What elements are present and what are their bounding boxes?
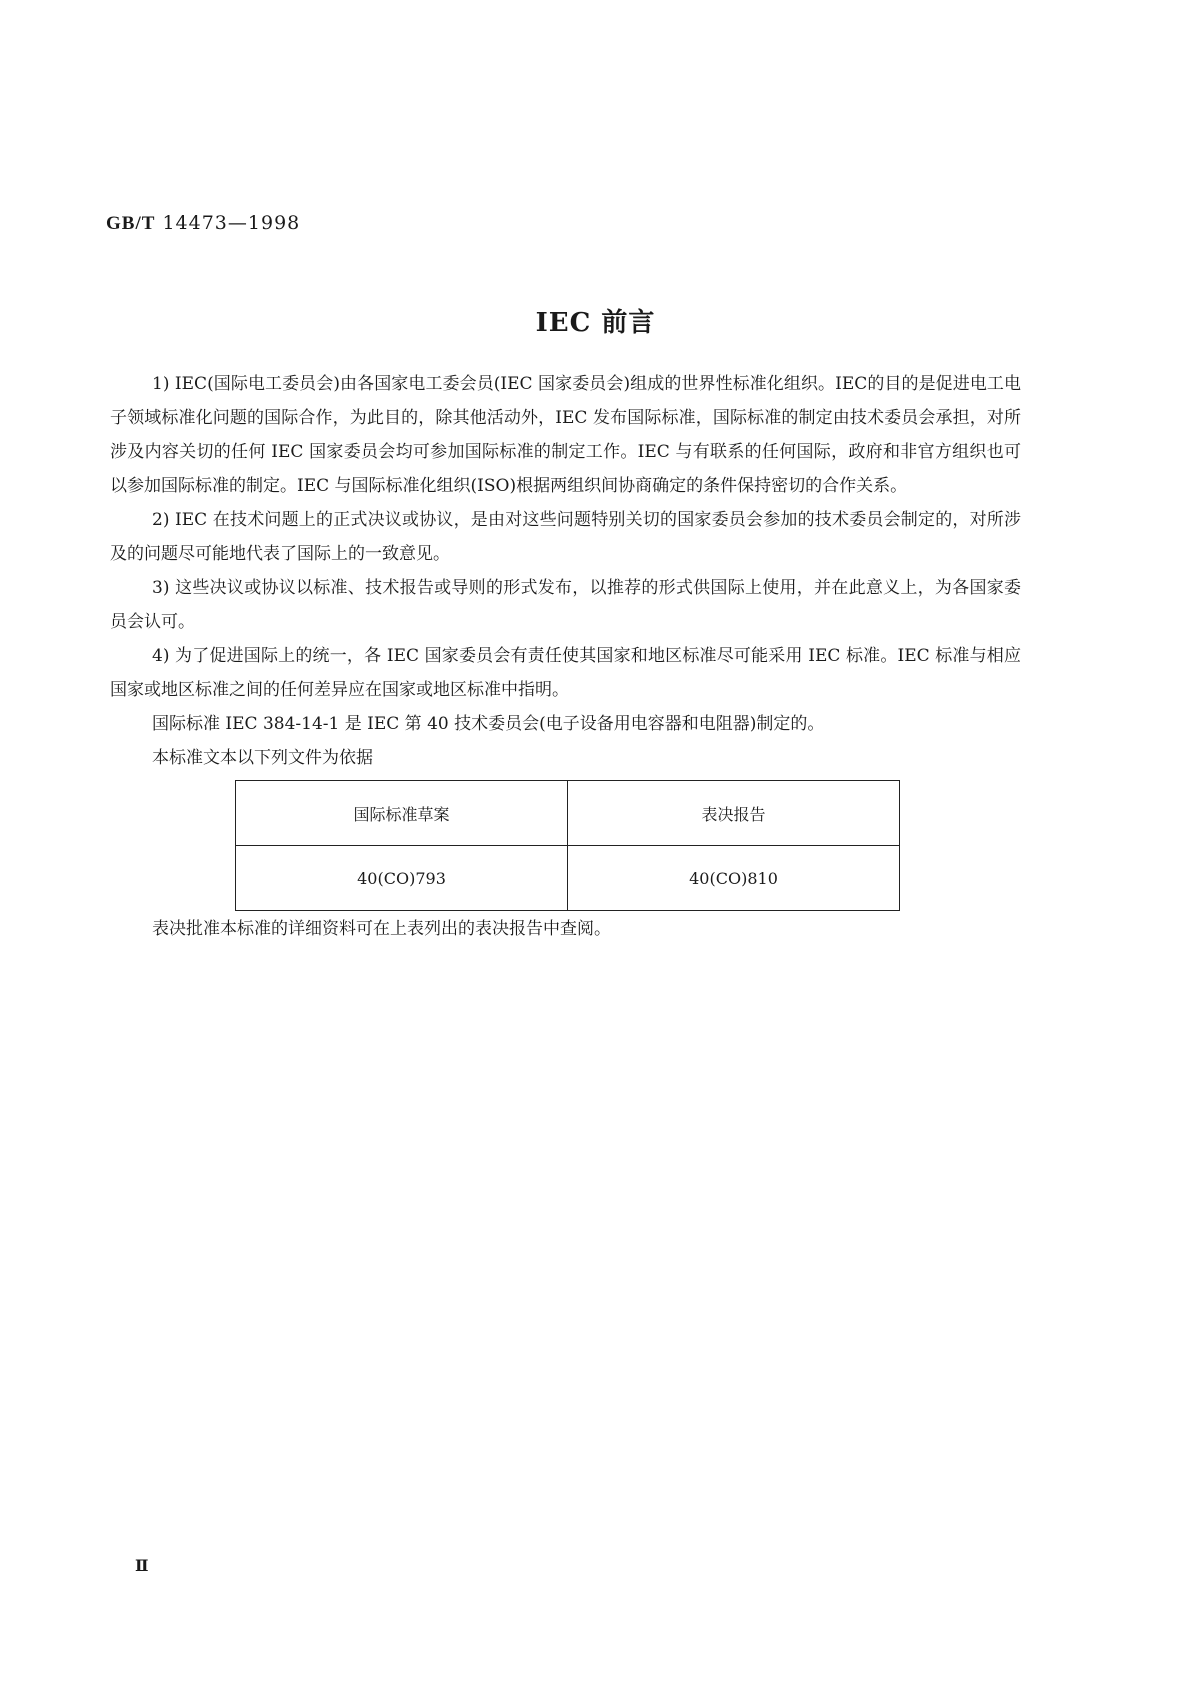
table-row — [236, 846, 900, 911]
paragraph-3: 3) 这些决议或协议以标准、技术报告或导则的形式发布，以推荐的形式供国际上使用，并在此意义上，为各国家委员会认可。 — [110, 578, 1021, 632]
paragraph-2: 2) IEC 在技术问题上的正式决议或协议，是由对这些问题特别关切的国家委员会参加的技术委员会制定的，对所涉及的问题尽可能地代表了国际上的一致意见。 — [110, 510, 1021, 564]
foreword-body — [110, 367, 1021, 775]
page-number: Ⅱ — [135, 1556, 149, 1575]
page-title: IEC 前言 — [535, 308, 656, 338]
standard-prefix: GB/T — [106, 213, 156, 234]
paragraph-5: 国际标准 IEC 384-14-1 是 IEC 第 40 技术委员会(电子设备用电容器和电阻器)制定的。 — [152, 714, 825, 734]
table-header-cell: 国际标准草案 — [236, 781, 568, 846]
paragraph-6: 本标准文本以下列文件为依据 — [152, 748, 373, 768]
closing-paragraph: 表决批准本标准的详细资料可在上表列出的表决报告中查阅。 — [152, 919, 611, 939]
paragraph-4: 4) 为了促进国际上的统一，各 IEC 国家委员会有责任使其国家和地区标准尽可能采用 IEC 标准。IEC 标准与相应国家或地区标准之间的任何差异应在国家或地区标准中指明。 — [110, 646, 1021, 700]
table-header-cell: 表决报告 — [568, 781, 900, 846]
reference-table — [235, 780, 900, 911]
table-cell: 40(CO)810 — [568, 846, 900, 911]
table-cell: 40(CO)793 — [236, 846, 568, 911]
standard-code: 14473—1998 — [162, 212, 301, 234]
table-header-row — [236, 781, 900, 846]
standard-number — [106, 212, 300, 235]
paragraph-1: 1) IEC(国际电工委员会)由各国家电工委会员(IEC 国家委员会)组成的世界性标准化组织。IEC的目的是促进电工电子领域标准化问题的国际合作，为此目的，除其他活动外，IEC 发布国际标准，国际标准的制定由技术委员会承担，对所涉及内容关切的任何 IEC 国家委员会均可参加国际标准的制定工作。IEC 与有联系的任何国际，政府和非官方组织也可以参加国际标准的制定。IEC 与国际标准化组织(ISO)根据两组织间协商确定的条件保持密切的合作关系。 — [110, 374, 1021, 496]
